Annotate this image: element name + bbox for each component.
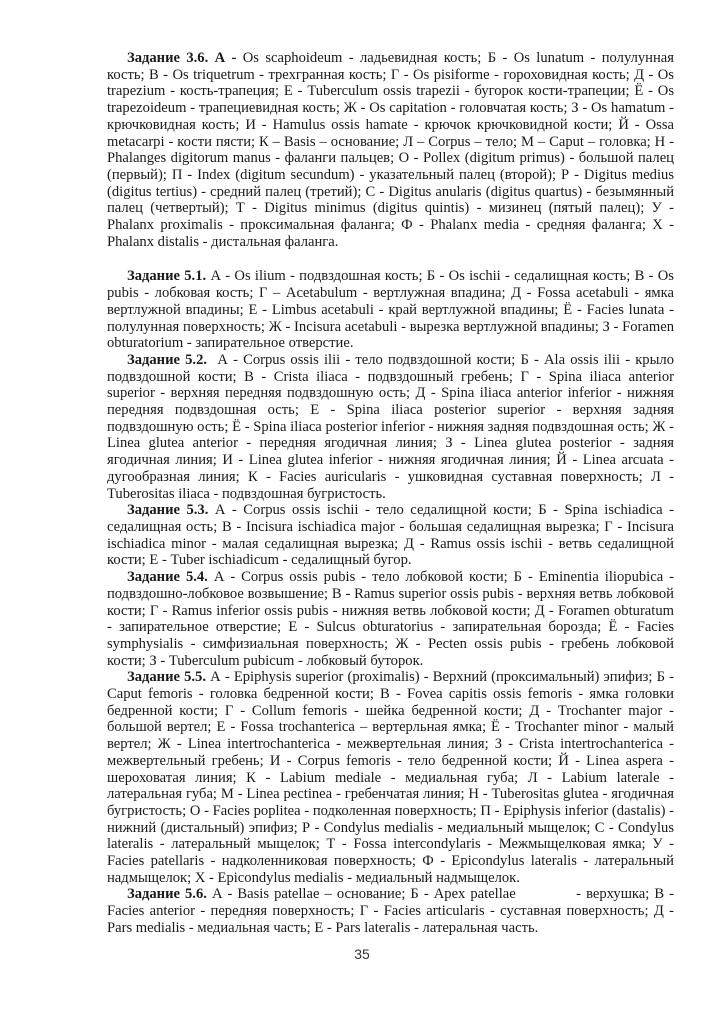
task-title: Задание 5.1.	[127, 268, 207, 285]
task-5-6	[107, 886, 678, 936]
task-3-6	[107, 50, 674, 250]
task-title: Задание 5.2.	[127, 351, 208, 368]
task-title: Задание 5.6.	[127, 886, 207, 903]
task-5-5	[107, 669, 674, 886]
task-body: А - Epiphysis superior (proximalis) - Верхний (проксимальный) эпифиз; Б - Caput femoris - головка бедренной кости; В - Fovea capitis ossis femoris - ямка головки бедренной кости; Г - Collum femoris - шейка бедренной кости; Д - Trochanter major - большой вертел; Е - Fossa trochanterica – вертерльная ямка; Ё - Trochanter minor - малый вертел; Ж - Linea intertrochanterica - межвертельная линия; З - Crista intertrochanterica - межвертельный гребень; И - Corpus femoris - тело бедренной кости; Й - Linea aspera - шероховатая линия; К - Labium mediale - медиальная губа; Л - Labium laterale - латеральная губа; М - Linea pectinea - гребенчатая линия; Н - Tuberositas glutea - ягодичная бугристость; О - Facies poplitea - подколенная поверхность; П - Epiphysis inferior (dastalis) - нижний (дистальный) эпифиз; Р - Condylus medialis - медиальный мыщелок; С - Condylus lateralis - латеральный мыщелок; Т - Fossa intercondylaris - Межмыщелковая ямка; У - Facies patellaris - надколенниковая поверхность; Ф - Epicondylus lateralis - латеральный надмыщелок; Х - Epicondylus medialis - медиальный надмыщелок.	[107, 669, 674, 886]
task-5-2	[107, 351, 678, 502]
task-5-3	[107, 502, 674, 569]
page-number: 35	[354, 946, 370, 962]
document-page	[107, 50, 678, 937]
task-body: А - Corpus ossis ischii - тело седалищной кости; Б - Spina ischiadica - седалищная ость; В - Incisura ischiadica major - большая седалищная вырезка; Г - Incisura ischiadica minor - малая седалищная вырезка; Д - Ramus ossis ischii - ветвь седалищной кости; Е - Tuber ischiadicum - седалищный бугор.	[107, 502, 674, 569]
task-body: А - Basis patellae – основание; Б - Apex patellae - верхушка; В - Facies anterior - передняя поверхность; Г - Facies articularis - суставная поверхность; Д - Pars medialis - медиальная часть; Е - Pars lateralis - латеральная часть.	[107, 886, 678, 936]
task-body: А - Corpus ossis pubis - тело лобковой кости; Б - Eminentia iliopubica - подвздошно-лобковое возвышение; В - Ramus superior ossis pubis - верхняя ветвь лобковой кости; Г - Ramus inferior ossis pubis - нижняя ветвь лобковой кости; Д - Foramen obturatum - запирательное отверстие; Е - Sulcus obturatorius - запирательная борозда; Ё - Facies symphysialis - симфизиальная поверхность; Ж - Pecten ossis pubis - гребень лобковой кости; З - Tuberculum pubicum - лобковый буторок.	[107, 569, 675, 669]
task-title: Задание 5.4.	[127, 569, 208, 586]
task-5-1	[107, 268, 674, 352]
task-body: А - Os ilium - подвздошная кость; Б - Os ischii - седалищная кость; В - Os pubis - лобковая кость; Г – Acetabulum - вертлужная впадина; Д - Fossa acetabuli - ямка вертлужной впадины; Е - Limbus acetabuli - край вертлужной впадины; Ё - Facies lunata - полулунная поверхность; Ж - Incisura acetabuli - вырезка вертлужной впадины; З - Foramen obturatorium - запирательное отверстие.	[107, 268, 674, 352]
task-title: Задание 5.3.	[127, 502, 209, 519]
task-title: Задание 3.6. А -	[127, 50, 237, 66]
task-body: А - Corpus ossis ilii - тело подвздошной кости; Б - Ala ossis ilii - крыло подвздошной кости; В - Crista iliaca - подвздошный гребень; Г - Spina iliaca anterior superior - верхняя передняя подвздошную ость; Д - Spina iliaca anterior inferior - нижняя передняя подвздошная ость; Е - Spina iliaca posterior superior - верхняя задняя подвздошную ость; Ё - Spina iliaca posterior inferior - нижняя задняя подвздошная ость; Ж - Linea glutea anterior - передняя ягодичная линия; З - Linea glutea posterior - задняя ягодичная линия; И - Linea glutea inferior - нижняя ягодичная линия; Й - Linea arcuata - дугообразная линия; К - Facies auricularis - ушковидная суставная поверхность; Л - Tuberositas iliaca - подвздошная бугристость.	[107, 351, 678, 502]
task-body: Os scaphoideum - ладьевидная кость; Б - Os lunatum - полулунная кость; В - Os triquetrum - трехгранная кость; Г - Os pisiforme - гороховидная кость; Д - Os trapezium - кость-трапеция; Е - Tuberculum ossis trapezii - бугорок кости-трапеции; Ё - Os trapezoideum - трапециевидная кость; Ж - Os capitation - головчатая кость; З - Os hamatum - крючковидная кость; И - Hamulus ossis hamate - крючок крючковидной кости; Й - Ossa metacarpi - кости пясти; К – Basis – основание; Л – Corpus – тело; М – Caput – головка; Н - Phalanges digitorum manus - фаланги пальцев; О - Pollex (digitum primus) - большой палец (первый); П - Index (digitum secundum) - указательный палец (второй); Р - Digitus medius (digitus tertius) - средний палец (третий); С - Digitus anularis (digitus quartus) - безымянный палец (четвертый); Т - Digitus minimus (digitus quintis) - мизинец (пятый палец); У - Phalanx proximalis - проксимальная фаланга; Ф - Phalanx media - средняя фаланга; Х - Phalanx distalis - дистальная фаланга.	[107, 50, 674, 250]
task-title: Задание 5.5.	[127, 669, 207, 686]
task-5-4	[107, 569, 674, 669]
